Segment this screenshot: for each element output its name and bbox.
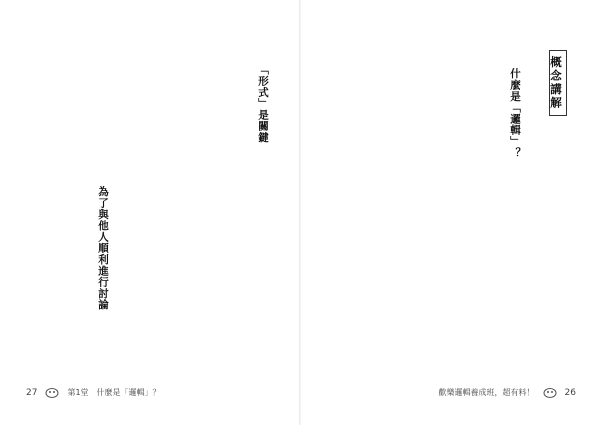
section-heading-form-is-key: 「形式」是關鍵 — [257, 64, 269, 144]
right-footer — [439, 387, 576, 398]
book-gutter — [299, 0, 301, 425]
page-number-left: 27 — [26, 387, 38, 398]
page-number-right: 26 — [564, 387, 576, 398]
footer-chapter: 第1堂 — [67, 388, 89, 397]
owl-icon — [45, 387, 59, 398]
owl-icon — [543, 387, 557, 398]
left-footer — [26, 387, 161, 398]
section-heading-what-is-logic: 什麼是「邏輯」？ — [509, 68, 521, 159]
footer-chapter-title: 什麼是「邏輯」？ — [96, 388, 161, 397]
section-heading-discussion: 為了與他人順利進行討論 — [97, 186, 109, 311]
footer-book-title: 歡樂邏輯養成班，超有料！ — [438, 388, 535, 397]
concept-heading-box: 概念講解 — [549, 50, 567, 116]
